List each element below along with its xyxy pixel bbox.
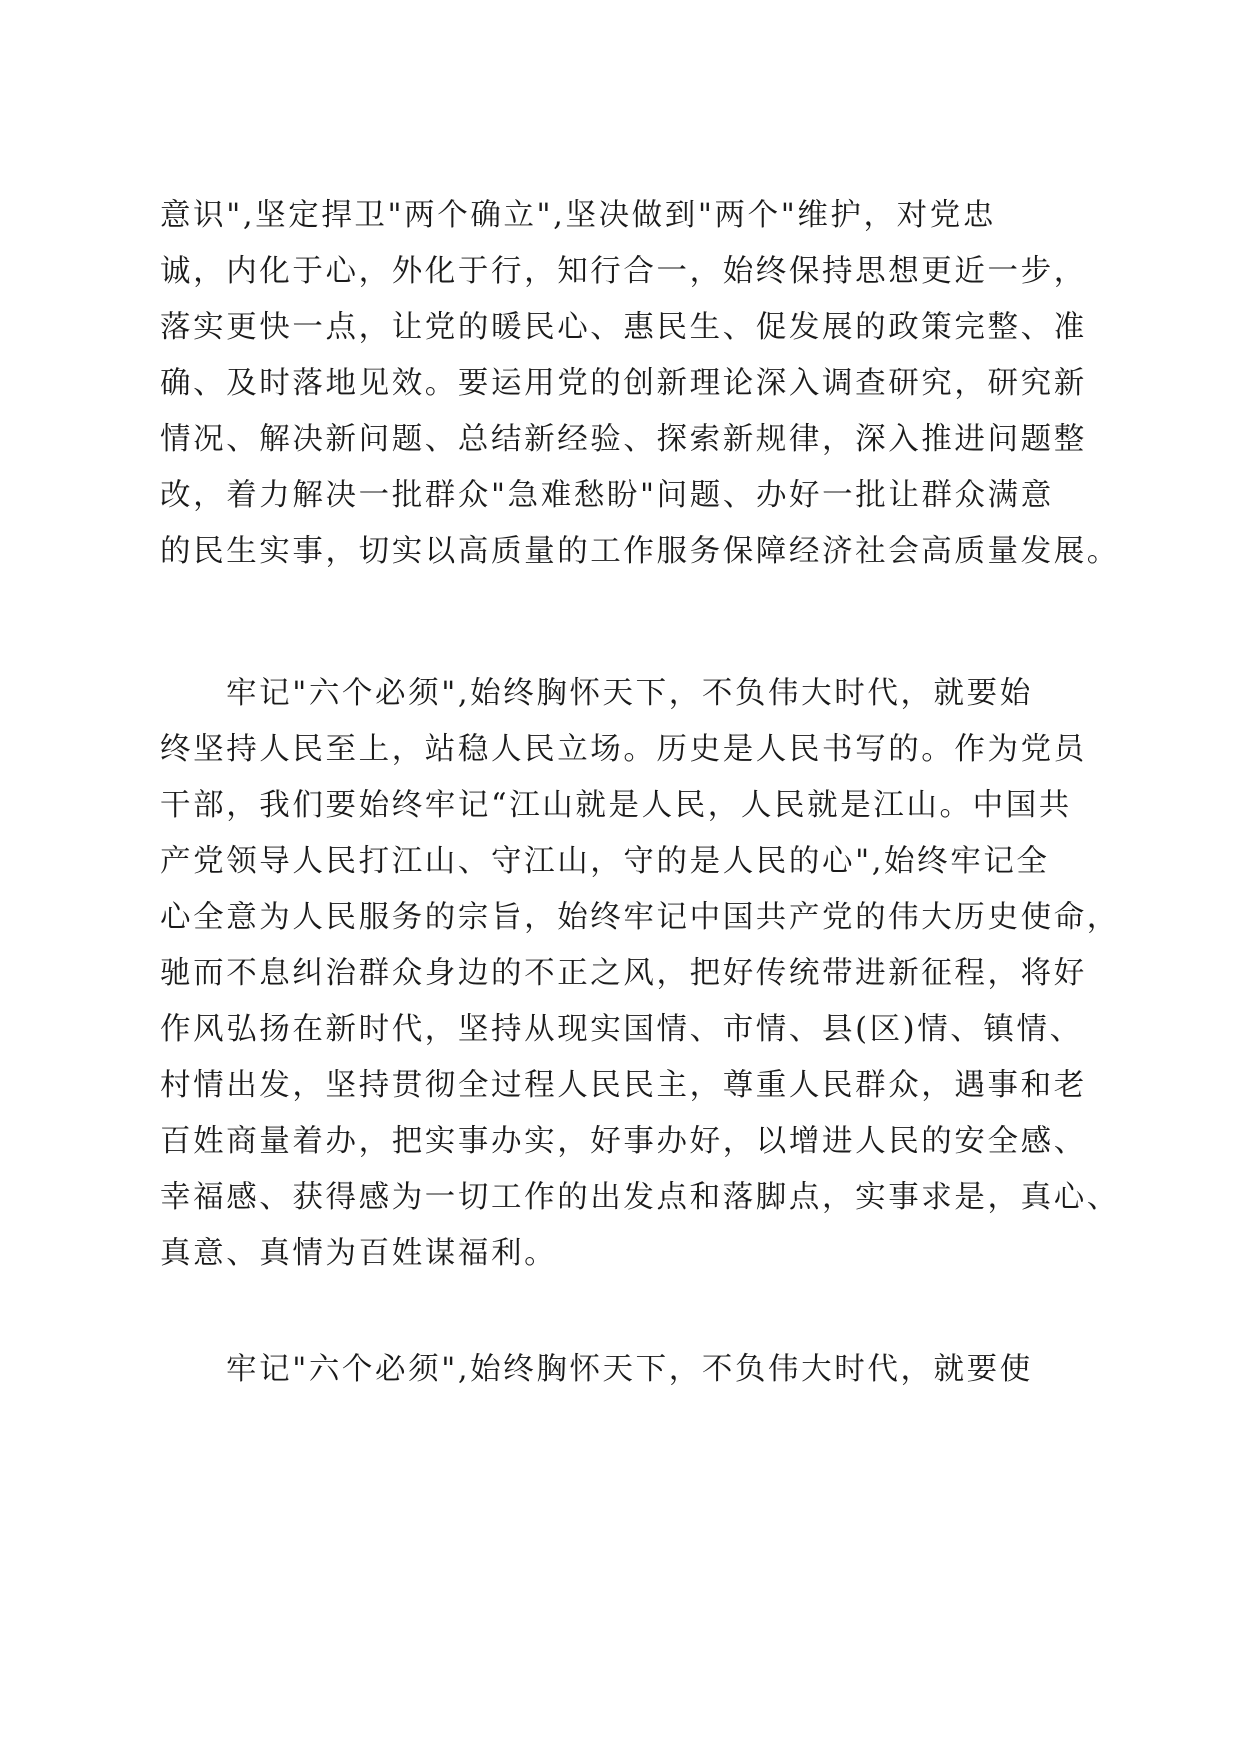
paragraph-line: 终坚持人民至上，站稳人民立场。历史是人民书写的。作为党员 xyxy=(160,732,1087,767)
paragraph-line: 村情出发，坚持贯彻全过程人民民主，尊重人民群众，遇事和老 xyxy=(160,1068,1087,1103)
paragraph-3 xyxy=(160,1342,1080,1398)
paragraph-line: 产党领导人民打江山、守江山，守的是人民的心",始终牢记全 xyxy=(160,844,1050,879)
paragraph-first-line: 牢记"六个必须",始终胸怀天下，不负伟大时代，就要始 xyxy=(226,676,1033,711)
paragraph-line: 幸福感、获得感为一切工作的出发点和落脚点，实事求是，真心、 xyxy=(160,1180,1120,1215)
paragraph-first-line: 牢记"六个必须",始终胸怀天下，不负伟大时代，就要使 xyxy=(226,1352,1033,1387)
paragraph-line: 意识",坚定捍卫"两个确立",坚决做到"两个"维护，对党忠 xyxy=(160,198,996,233)
paragraph-1 xyxy=(160,188,1120,580)
paragraph-line: 驰而不息纠治群众身边的不正之风，把好传统带进新征程，将好 xyxy=(160,956,1087,991)
paragraph-line: 作风弘扬在新时代，坚持从现实国情、市情、县(区)情、镇情、 xyxy=(160,1012,1083,1047)
paragraph-line: 诚，内化于心，外化于行，知行合一，始终保持思想更近一步， xyxy=(160,254,1087,289)
paragraph-line: 真意、真情为百姓谋福利。 xyxy=(160,1236,558,1271)
paragraph-line: 的民生实事，切实以高质量的工作服务保障经济社会高质量发展。 xyxy=(160,534,1120,569)
paragraph-line: 确、及时落地见效。要运用党的创新理论深入调查研究，研究新 xyxy=(160,366,1087,401)
paragraph-line: 心全意为人民服务的宗旨，始终牢记中国共产党的伟大历史使命， xyxy=(160,900,1120,935)
paragraph-line: 百姓商量着办，把实事办实，好事办好，以增进人民的安全感、 xyxy=(160,1124,1087,1159)
paragraph-line: 情况、解决新问题、总结新经验、探索新规律，深入推进问题整 xyxy=(160,422,1087,457)
paragraph-line: 改，着力解决一批群众"急难愁盼"问题、办好一批让群众满意 xyxy=(160,478,1054,513)
paragraph-line: 落实更快一点，让党的暖民心、惠民生、促发展的政策完整、准 xyxy=(160,310,1087,345)
paragraph-2 xyxy=(160,666,1120,1282)
paragraph-line: 干部，我们要始终牢记“江山就是人民，人民就是江山。中国共 xyxy=(160,788,1072,823)
